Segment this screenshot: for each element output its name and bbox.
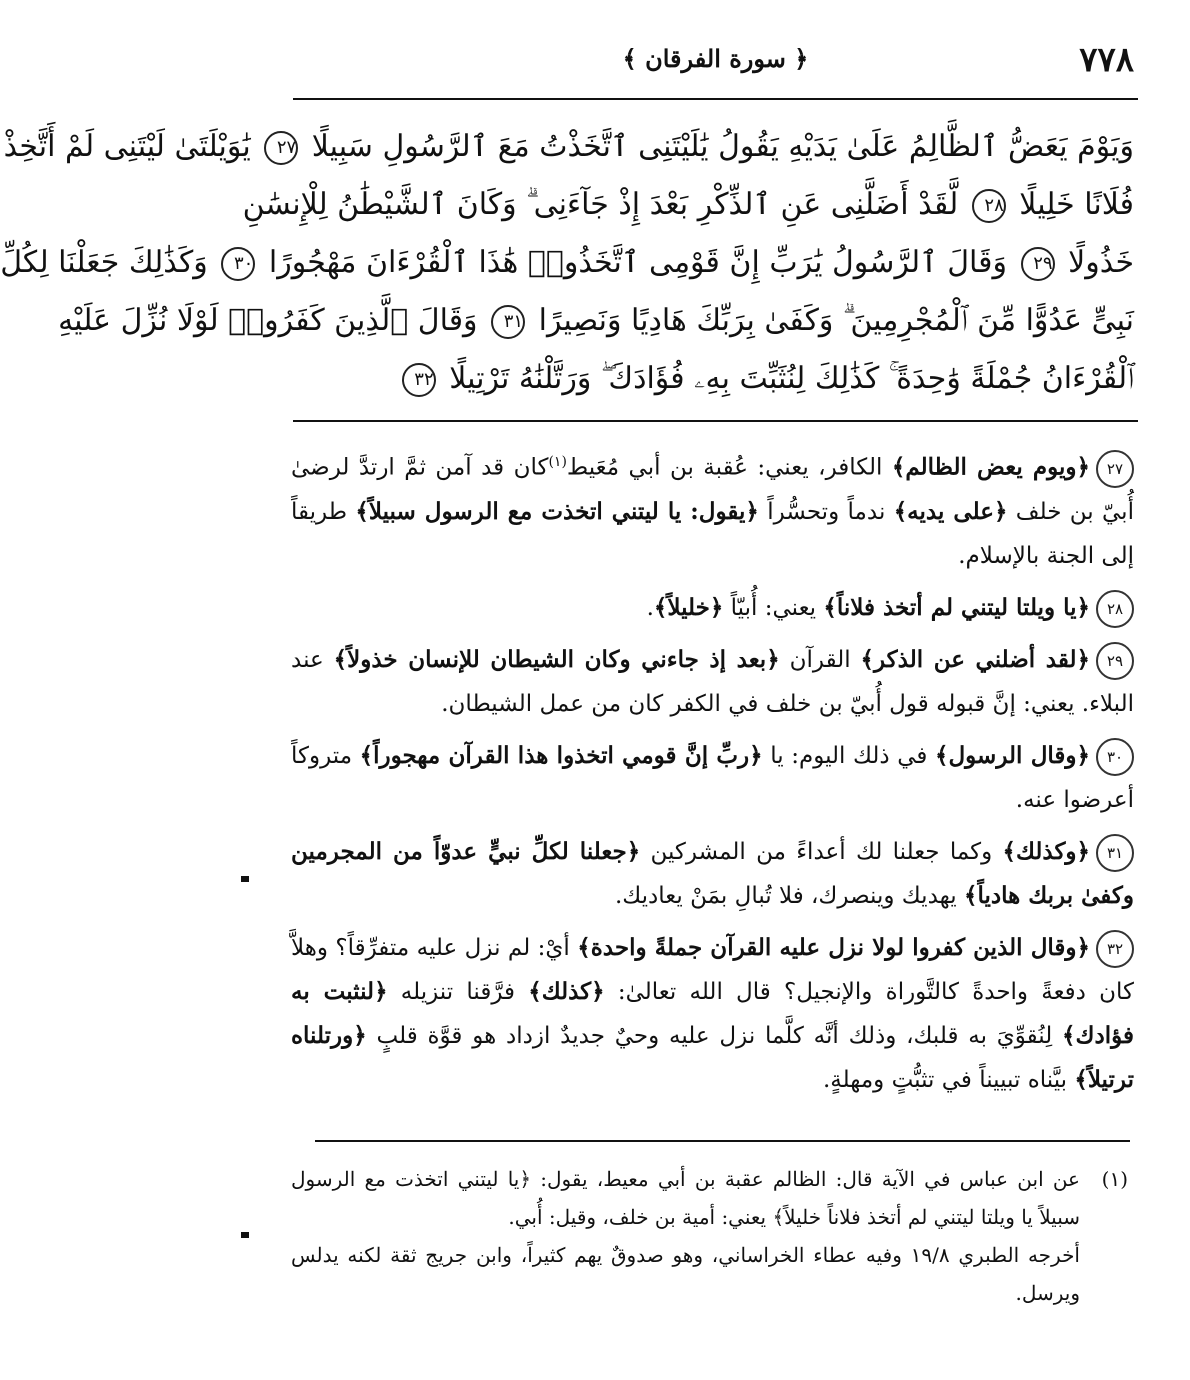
commentary-entry — [291, 638, 1134, 726]
page-number: ٧٧٨ — [1079, 40, 1134, 80]
quoted-verse-phrase: ﴿لنثبت به فؤادك﴾ — [291, 977, 1134, 1049]
quran-text: وَكَذَٰلِكَ جَعَلْنَا لِكُلِّ — [0, 245, 208, 280]
ayah-number-marker: ٣٠ — [221, 247, 255, 281]
commentary-text: في ذلك اليوم: يا — [762, 742, 935, 769]
scan-edge-mark — [241, 1232, 249, 1238]
header-rule — [293, 98, 1138, 100]
footnote-reference: (١) — [548, 454, 567, 470]
commentary-entry — [291, 586, 1134, 630]
ayah-number-marker: ٣١ — [491, 305, 525, 339]
quoted-verse-phrase: ﴿ورتلناه ترتيلاً﴾ — [291, 1021, 1134, 1093]
footnotes-block — [291, 1160, 1128, 1312]
commentary-text: الكافر، يعني: عُقبة بن أبي مُعَيط — [566, 454, 892, 481]
quran-text: وَقَالَ ٱلَّذِينَ كَفَرُوا۟ لَوْلَا نُزِّلَ عَلَيْهِ — [58, 303, 478, 338]
ayah-number-marker: ٣٢ — [402, 363, 436, 397]
commentary-text: كان قد آمن ثمَّ ارتدَّ لرضىٰ أُبيّ بن خلف — [291, 454, 1134, 525]
quran-text: فُلَانًا خَلِيلًا — [1019, 187, 1134, 222]
commentary-text: ندماً وتحسُّراً — [758, 498, 894, 525]
verse-number-badge: ٣٠ — [1096, 738, 1134, 776]
footnote-marker: (١) — [1101, 1167, 1128, 1191]
commentary-block — [291, 440, 1134, 1110]
commentary-text: متروكاً أعرضوا عنه. — [291, 742, 1134, 813]
footnote-text: عن ابن عباس في الآية قال: الظالم عقبة بن أبي معيط، يقول: ﴿يا ليتني اتخذت مع الرسول سبيلاً يا ويلتا ليتني لم أتخذ فلاناً خليلاً﴾ يعني: أمية بن خلف، وقيل: أُبي. — [291, 1167, 1080, 1229]
quoted-verse-phrase: ﴿وقال الرسول﴾ — [934, 741, 1090, 769]
footnote-rule — [315, 1140, 1130, 1142]
verse-number-badge: ٣٢ — [1096, 930, 1134, 968]
surah-title: ﴿ سورة الفرقان ﴾ — [622, 44, 809, 73]
footnote-source: أخرجه الطبري ١٩/٨ وفيه عطاء الخراساني، وهو صدوقٌ يهم كثيراً، وابن جريج ثقة لكنه يدلس ويرسل. — [291, 1243, 1080, 1305]
quran-rule — [293, 420, 1138, 422]
quran-line — [3, 118, 1134, 176]
quran-text: خَذُولًا — [1068, 245, 1134, 280]
quran-text: وَيَوْمَ يَعَضُّ ٱلظَّالِمُ عَلَىٰ يَدَيْهِ يَقُولُ يَٰلَيْتَنِى ٱتَّخَذْتُ مَعَ ٱلرَّسُولِ سَبِيلًا — [311, 129, 1134, 164]
quoted-verse-phrase: ﴿خليلاً﴾ — [653, 593, 724, 621]
verse-number-badge: ٢٧ — [1096, 450, 1134, 488]
verse-number-badge: ٣١ — [1096, 834, 1134, 872]
commentary-text: . — [646, 594, 654, 621]
quran-line — [58, 292, 1134, 350]
quoted-verse-phrase: ﴿لقد أضلني عن الذكر﴾ — [860, 645, 1090, 673]
quoted-verse-phrase: ﴿بعد إذ جاءني وكان الشيطان للإنسان خذولاً﴾ — [333, 645, 780, 673]
quran-text: ٱلْقُرْءَانُ جُمْلَةً وَٰحِدَةً ۚ كَذَٰلِكَ لِنُثَبِّتَ بِهِۦ فُؤَادَكَ ۖ وَرَتَّلْنَٰهُ تَرْتِيلًا — [449, 361, 1134, 396]
commentary-text: يهديك وينصرك، فلا تُبالِ بمَنْ يعاديك. — [614, 882, 964, 909]
commentary-text: وكما جعلنا لك أعداءً من المشركين — [640, 838, 1003, 865]
quran-text: لَّقَدْ أَضَلَّنِى عَنِ ٱلذِّكْرِ بَعْدَ إِذْ جَآءَنِى ۗ وَكَانَ ٱلشَّيْطَٰنُ لِلْإِنسَٰنِ — [242, 187, 959, 222]
commentary-text: فرَّقنا تنزيله — [387, 978, 529, 1005]
ayah-number-marker: ٢٩ — [1021, 247, 1055, 281]
quran-text-block — [0, 118, 1134, 408]
ayah-number-marker: ٢٧ — [264, 131, 298, 165]
quran-text: وَقَالَ ٱلرَّسُولُ يَٰرَبِّ إِنَّ قَوْمِى ٱتَّخَذُوا۟ هَٰذَا ٱلْقُرْءَانَ مَهْجُورًا — [268, 245, 1008, 280]
quran-text: نَبِىٍّ عَدُوًّا مِّنَ ٱلْمُجْرِمِينَ ۗ وَكَفَىٰ بِرَبِّكَ هَادِيًا وَنَصِيرًا — [538, 303, 1134, 338]
commentary-text: يعني: أُبيّاً — [723, 594, 824, 621]
commentary-entry — [291, 440, 1134, 578]
commentary-entry — [291, 734, 1134, 822]
quoted-verse-phrase: ﴿يا ويلتا ليتني لم أتخذ فلاناً﴾ — [823, 593, 1090, 621]
commentary-text: القرآن — [779, 646, 861, 673]
quran-line — [0, 234, 1134, 292]
quoted-verse-phrase: ﴿على يديه﴾ — [893, 497, 1008, 525]
quoted-verse-phrase: ﴿ويوم يعض الظالم﴾ — [891, 453, 1090, 481]
scan-edge-mark — [241, 876, 249, 882]
commentary-entry — [291, 926, 1134, 1102]
commentary-text: أيْ: لم نزل عليه متفرِّقاً؟ وهلاَّ كان دفعةً واحدةً كالتَّوراة والإنجيل؟ قال الله تعالىٰ: — [291, 934, 1134, 1005]
ayah-number-marker: ٢٨ — [972, 189, 1006, 223]
commentary-text: بيَّناه تبييناً في تثبُّتٍ ومهلةٍ. — [822, 1066, 1075, 1093]
verse-number-badge: ٢٨ — [1096, 590, 1134, 628]
quoted-verse-phrase: ﴿جعلنا لكلِّ نبيٍّ عدوّاً من المجرمين وكفىٰ بربك هادياً﴾ — [291, 837, 1134, 909]
quoted-verse-phrase: ﴿وقال الذين كفروا لولا نزل عليه القرآن جملةً واحدة﴾ — [577, 933, 1090, 961]
quoted-verse-phrase: ﴿يقول: يا ليتني اتخذت مع الرسول سبيلاً﴾ — [355, 497, 759, 525]
page-header — [289, 30, 1142, 94]
commentary-entry — [291, 830, 1134, 918]
footnote — [291, 1160, 1128, 1236]
commentary-text: طريقاً إلى الجنة بالإسلام. — [291, 498, 1134, 569]
quoted-verse-phrase: ﴿ربِّ إنَّ قومي اتخذوا هذا القرآن مهجوراً﴾ — [359, 741, 763, 769]
commentary-text: عند البلاء. يعني: إنَّ قبوله قول أُبيّ بن خلف في الكفر كان من عمل الشيطان. — [291, 646, 1134, 717]
verse-number-badge: ٢٩ — [1096, 642, 1134, 680]
quoted-verse-phrase: ﴿وكذلك﴾ — [1002, 837, 1091, 865]
commentary-text: لِنُقوِّيَ به قلبك، وذلك أنَّه كلَّما نزل عليه وحيٌ جديدٌ ازداد هو قوَّة قلبٍ — [366, 1022, 1063, 1049]
quran-line — [285, 350, 1134, 408]
quran-line — [242, 176, 1134, 234]
quoted-verse-phrase: ﴿كذلك﴾ — [528, 977, 605, 1005]
quran-text: يَٰوَيْلَتَىٰ لَيْتَنِى لَمْ أَتَّخِذْ — [3, 129, 251, 164]
